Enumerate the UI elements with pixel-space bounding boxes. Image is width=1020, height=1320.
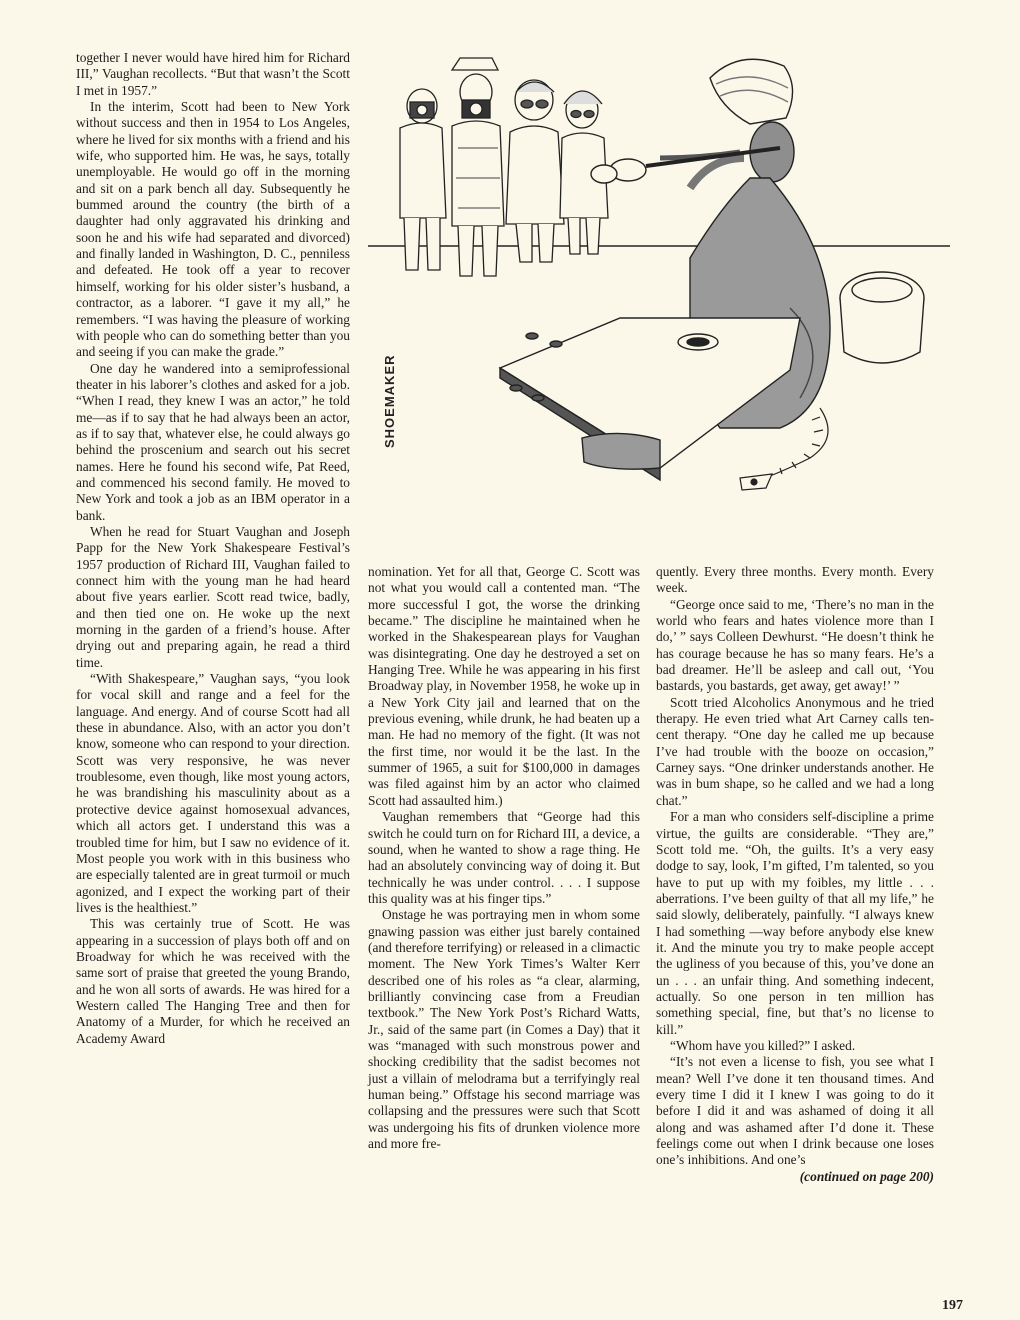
paragraph: “It’s not even a license to fish, you see what I mean? Well I’ve done it ten thousand times. And every time I did it I knew I was going to do it before I did it and was ashamed of doing it all along and was ashamed after I’d done it. These feelings come out when I drink because one loses one’s inhibitions. And one’s: [656, 1054, 934, 1168]
paragraph: This was certainly true of Scott. He was appearing in a succession of plays both off and on Broadway for which he was received with the same sort of praise that greeted the young Brando, and he won all sorts of awards. He was hired for a Western called The Hanging Tree and then for Anatomy of a Murder, for which he received an Academy Award: [76, 916, 350, 1046]
paragraph: Onstage he was portraying men in whom some gnawing passion was either just barely contained (and therefore terrifying) or released in a climactic moment. The New York Times’s Walter Kerr described one of his roles as “a clear, alarming, brilliantly convincing case from a Freudian textbook.” The New York Post’s Richard Watts, Jr., said of the same part (in Comes a Day) that it was “managed with such monstrous power and shocking credibility that the sadist becomes not just a villain of melodrama but a terrifyingly real human being.” Offstage his second marriage was collapsing and the pressures were such that Scott was undergoing his fits of drunken violence more and more fre-: [368, 907, 640, 1152]
continued-line: (continued on page 200): [799, 1168, 934, 1184]
paragraph: For a man who considers self-discipline a prime virtue, the guilts are considerable. “They are,” Scott told me. “Oh, the guilts. It’s a very easy dodge to say, look, I’m gifted, I’m talented, so you have to put up with my foibles, my little . . . aberrations. I’ve been guilty of that all my life,” he said slowly, deliberately, painfully. “I always knew I had something —way before anybody else knew it. And the minute you try to make people accept the ugliness of you because of this, you’ve done an un . . . an unfair thing. And something indecent, actually. So one person in ten million has something special, fine, but that’s no license to kill.”: [656, 809, 934, 1037]
paragraph: “Whom have you killed?” I asked.: [670, 1037, 856, 1053]
foot: [582, 433, 660, 469]
paragraph: “George once said to me, ‘There’s no man in the world who fears and hates violence more than I do,’ ” says Colleen Dewhurst. “He doesn’t think he has courage because he has so many fears. He’s a bad dreamer. He’ll be asleep and call out, ‘You bastards, you bastards, get away, get away!’ ”: [656, 596, 934, 694]
paragraph: One day he wandered into a semiprofessional theater in his laborer’s clothes and asked for a job. “When I read, they knew I was an actor,” he told me—as if to say that he had always been an actor, as if to say that, whatever else, he could always go behind the proscenium and search out his secret names. Here he found his second wife, Pat Reed, and commenced his second family. He moved to New York and took a job as an IBM operator in a bank.: [76, 360, 350, 523]
paragraph: nomination. Yet for all that, George C. Scott was not what you would call a contented man. “The more successful I got, the worse the drinking became.” The discipline he maintained when he worked in the Shakespearean plays for Vaughan was disintegrating. One day he destroyed a set on Hanging Tree. While he was appearing in his first Broadway play, in November 1958, he woke up in a New York City jail and learned that on the previous evening, while drunk, he had beaten up a man. He had no memory of the fight. (It was not the first time, nor would it be the last. In the summer of 1965, a suit for $100,000 in damages was filed against him by an actor who claimed Scott had assaulted him.): [368, 564, 640, 808]
page-number: 197: [942, 1298, 963, 1313]
paragraph: “With Shakespeare,” Vaughan says, “you look for vocal skill and range and a feel for the language. And energy. And of course Scott had all these in abundance. Also, with an actor you don’t know, someone who can respond to your direction. Scott was very responsive, he was never troublesome, even though, like most young actors, he was brandishing his masculinity about as a protective device against homosexual advances, which all actors get. I understand this was a troubled time for him, but I saw no evidence of it. Most people you work with in this business who are especially talented are in great turmoil or much agonized, and I expect the working part of their lives is the healthiest.”: [76, 671, 350, 915]
pot: [840, 272, 924, 363]
article-column-1: [76, 50, 350, 1047]
article-column-3: [656, 564, 934, 1185]
paragraph: Vaughan remembers that “George had this switch he could turn on for Richard III, a device, a sound, when he wanted to show a rage thing. He had an absolutely convincing way of doing it. But technically he was under control. . . . I suppose this quality was at his finger tips.”: [368, 809, 640, 906]
paragraph: When he read for Stuart Vaughan and Joseph Papp for the New York Shakespeare Festival’s 1957 production of Richard III, Vaughan failed to connect him with the young man he had heard about five years earlier. Scott read twice, badly, and then tied one on. He woke up the next morning in the garden of a friend’s house. After drying out and preparing again, he read a third time.: [76, 523, 350, 670]
paragraph: In the interim, Scott had been to New York without success and then in 1954 to Los Angeles, where he lived for six months with a friend and his wife, who supported him. He was, he says, totally unemployable. He would go off in the morning and sit on a park bench all day. Subsequently he bummed around the country (the birth of a daughter had only aggravated his drinking and soon he and his wife had separated and divorced) and finally landed in Washington, D. C., penniless and defeated. He took off a year to recover himself, working for his older sister’s husband, a contractor, as a laborer. “I gave it my all,” he remembers. “I was having the pleasure of working with people who can do something better than you and seeing if you can make the grade.”: [76, 99, 350, 360]
tourists-group: [400, 58, 608, 276]
paragraph: together I never would have hired him for Richard III,” Vaughan recollects. “But that wasn’t the Scott I met in 1957.”: [76, 50, 350, 98]
cartoon-signature: SHOEMAKER: [382, 354, 397, 448]
cartoon-illustration: [360, 48, 960, 510]
paragraph: Scott tried Alcoholics Anonymous and he tried therapy. He even tried what Art Carney calls ten-cent therapy. “One day he called me up because I’ve had trouble with the booze on occasion,” Carney says. “One drinker understands another. He was in bum shape, so he called and we had a long chat.”: [656, 694, 934, 808]
article-column-2: [368, 564, 640, 1152]
paragraph: quently. Every three months. Every month. Every week.: [656, 564, 934, 596]
